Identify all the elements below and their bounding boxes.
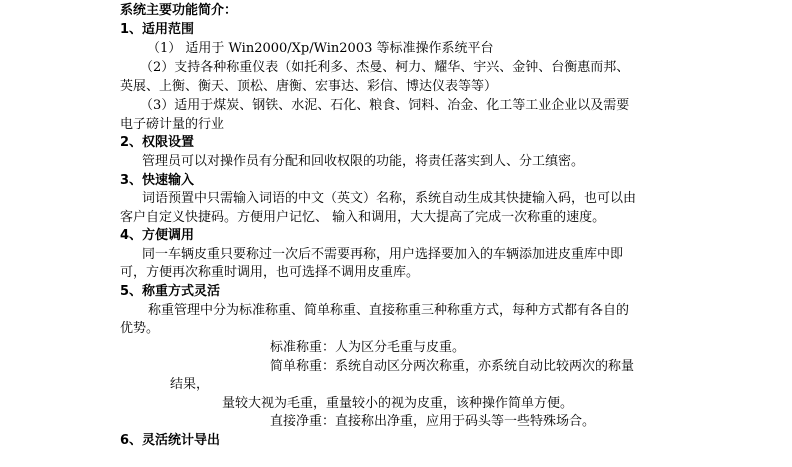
section-3-heading: 3、快速输入	[120, 173, 195, 188]
section-5-line: 量较大视为毛重，重量较小的视为皮重，该种操作简单方便。	[222, 396, 574, 411]
section-3-line: 客户自定义快捷码。方便用户记忆、 输入和调用，大大提高了完成一次称重的速度。	[120, 210, 606, 225]
section-2-heading: 2、权限设置	[120, 135, 195, 150]
document-title: 系统主要功能简介：	[120, 3, 238, 18]
section-1-heading: 1、适用范围	[120, 22, 195, 37]
section-3-line: 词语预置中只需输入词语的中文（英文）名称，系统自动生成其快捷输入码，也可以由	[142, 191, 637, 206]
section-4-heading: 4、方便调用	[120, 228, 195, 243]
section-4-line: 同一车辆皮重只要称过一次后不需要再称，用户选择要加入的车辆添加进皮重库中即	[142, 247, 624, 262]
section-5-heading: 5、称重方式灵活	[120, 284, 221, 299]
section-5-line: 直接净重：直接称出净重，应用于码头等一些特殊场合。	[270, 414, 596, 429]
section-5-line: 简单称重：系统自动区分两次称重，亦系统自动比较两次的称量	[270, 359, 635, 374]
section-6-heading: 6、灵活统计导出	[120, 433, 221, 448]
section-5-line: 结果，	[170, 377, 210, 392]
section-5-line: 标准称重：人为区分毛重与皮重。	[270, 340, 466, 355]
section-1-line: 英展、上衡、衡天、顶松、唐衡、宏事达、彩信、博达仪表等等）	[120, 79, 498, 94]
section-1-line: （3）适用于煤炭、钢铁、水泥、石化、粮食、饲料、冶金、化工等工业企业以及需要	[140, 98, 630, 113]
section-1-line: 电子磅计量的行业	[120, 117, 225, 132]
section-1-line: （2）支持各种称重仪表（如托利多、杰曼、柯力、耀华、宇兴、金钟、台衡惠而邦、	[140, 60, 630, 75]
section-2-line: 管理员可以对操作员有分配和回收权限的功能，将责任落实到人、分工缜密。	[142, 154, 585, 169]
section-4-line: 可，方便再次称重时调用，也可选择不调用皮重库。	[120, 265, 420, 280]
section-5-line: 优势。	[120, 321, 160, 336]
section-5-line: 称重管理中分为标准称重、简单称重、直接称重三种称重方式，每种方式都有各自的	[148, 303, 630, 318]
section-1-line: （1） 适用于 Win2000/Xp/Win2003 等标准操作系统平台	[147, 41, 494, 56]
